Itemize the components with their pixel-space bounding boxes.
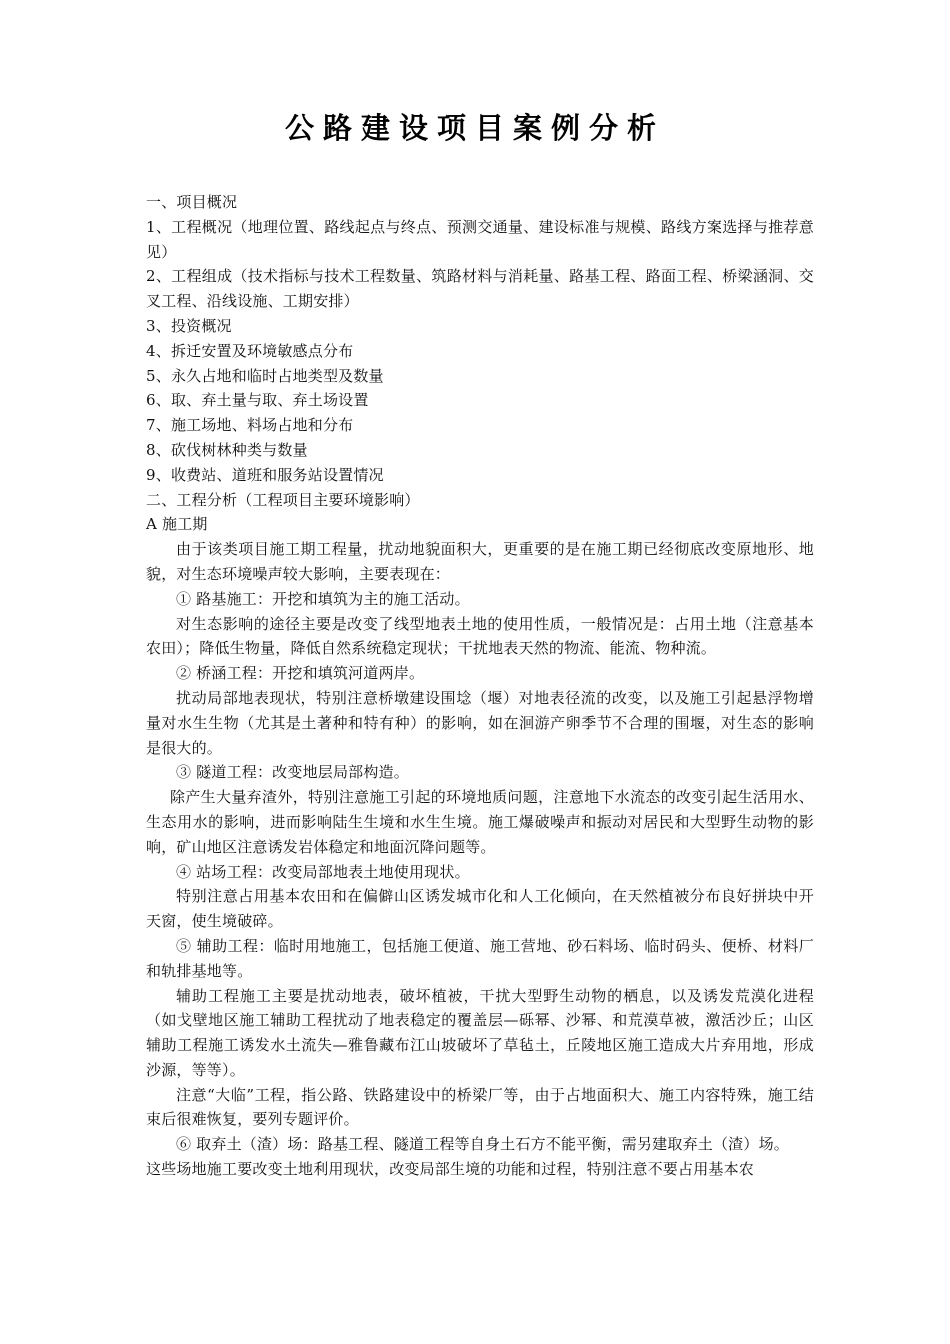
list-item-engineering-composition: 2、工程组成（技术指标与技术工程数量、筑路材料与消耗量、路基工程、路面工程、桥梁涵洞、交叉工程、沿线设施、工期安排）: [146, 267, 814, 311]
document-body: [146, 190, 814, 1182]
list-item-investment: 3、投资概况: [146, 316, 232, 335]
item-heading-station: ④ 站场工程：改变局部地表土地使用现状。: [176, 862, 470, 881]
list-item-construction-sites: 7、施工场地、料场占地和分布: [146, 416, 354, 435]
item-heading-bridge: ② 桥涵工程：开挖和填筑河道两岸。: [176, 664, 425, 683]
list-item-toll-stations: 9、收费站、道班和服务站设置情况: [146, 465, 384, 484]
paragraph: 对生态影响的途径主要是改变了线型地表土地的使用性质，一般情况是：占用土地（注意基本农田）；降低生物量，降低自然系统稳定现状；干扰地表天然的物流、能流、物种流。: [146, 614, 814, 658]
subsection-heading-construction: A 施工期: [146, 515, 208, 534]
paragraph: 特别注意占用基本农田和在偏僻山区诱发城市化和人工化倾向，在天然植被分布良好拼块中开天窗，使生境破碎。: [146, 887, 814, 931]
paragraph: 除产生大量弃渣外，特别注意施工引起的环境地质问题，注意地下水流态的改变引起生活用水、生态用水的影响，进而影响陆生生境和水生生境。施工爆破噪声和振动对居民和大型野生动物的影响，矿山地区注意诱发岩体稳定和地面沉降问题等。: [146, 788, 814, 856]
paragraph: 这些场地施工要改变土地利用现状，改变局部生境的功能和过程，特别注意不要占用基本农: [146, 1160, 755, 1179]
paragraph: 注意“大临”工程，指公路、铁路建设中的桥梁厂等，由于占地面积大、施工内容特殊，施工结束后很难恢复，要列专题评价。: [146, 1085, 814, 1129]
list-item-relocation: 4、拆迁安置及环境敏感点分布: [146, 341, 354, 360]
paragraph: 扰动局部地表现状，特别注意桥墩建设围埝（堰）对地表径流的改变，以及施工引起悬浮物增量对水生生物（尤其是土著种和特有种）的影响，如在洄游产卵季节不合理的围堰，对生态的影响是很大的。: [146, 688, 814, 757]
item-heading-borrow-site: ⑥ 取弃土（渣）场：路基工程、隧道工程等自身土石方不能平衡，需另建取弃土（渣）场。: [176, 1135, 789, 1154]
list-item-engineering-overview: 1、工程概况（地理位置、路线起点与终点、预测交通量、建设标准与规模、路线方案选择与推荐意见）: [146, 217, 814, 261]
page-title: 公路建设项目案例分析: [284, 111, 665, 145]
section-heading-analysis: 二、工程分析（工程项目主要环境影响）: [146, 490, 420, 509]
paragraph: 由于该类项目施工期工程量，扰动地貌面积大，更重要的是在施工期已经彻底改变原地形、地貌，对生态环境噪声较大影响，主要表现在：: [146, 540, 814, 583]
item-heading-roadbed: ① 路基施工：开挖和填筑为主的施工活动。: [176, 589, 470, 608]
section-heading-overview: 一、项目概况: [146, 193, 238, 211]
list-item-land-use: 5、永久占地和临时占地类型及数量: [146, 366, 384, 385]
list-item-borrow-spoil: 6、取、弃土量与取、弃土场设置: [146, 391, 369, 410]
item-heading-auxiliary: ⑤ 辅助工程：临时用地施工，包括施工便道、施工营地、砂石料场、临时码头、便桥、材料厂和轨排基地等。: [146, 936, 814, 980]
item-heading-tunnel: ③ 隧道工程：改变地层局部构造。: [176, 763, 409, 782]
list-item-tree-felling: 8、砍伐树林种类与数量: [146, 440, 308, 459]
paragraph: 辅助工程施工主要是扰动地表，破坏植被，干扰大型野生动物的栖息，以及诱发荒漠化进程（如戈壁地区施工辅助工程扰动了地表稳定的覆盖层—砾幂、沙幂、和荒漠草被，激活沙丘；山区辅助工程施工诱发水土流失—雅鲁藏布江山坡破坏了草毡土，丘陵地区施工造成大片弃用地，形成沙源，等等）。: [146, 986, 814, 1079]
